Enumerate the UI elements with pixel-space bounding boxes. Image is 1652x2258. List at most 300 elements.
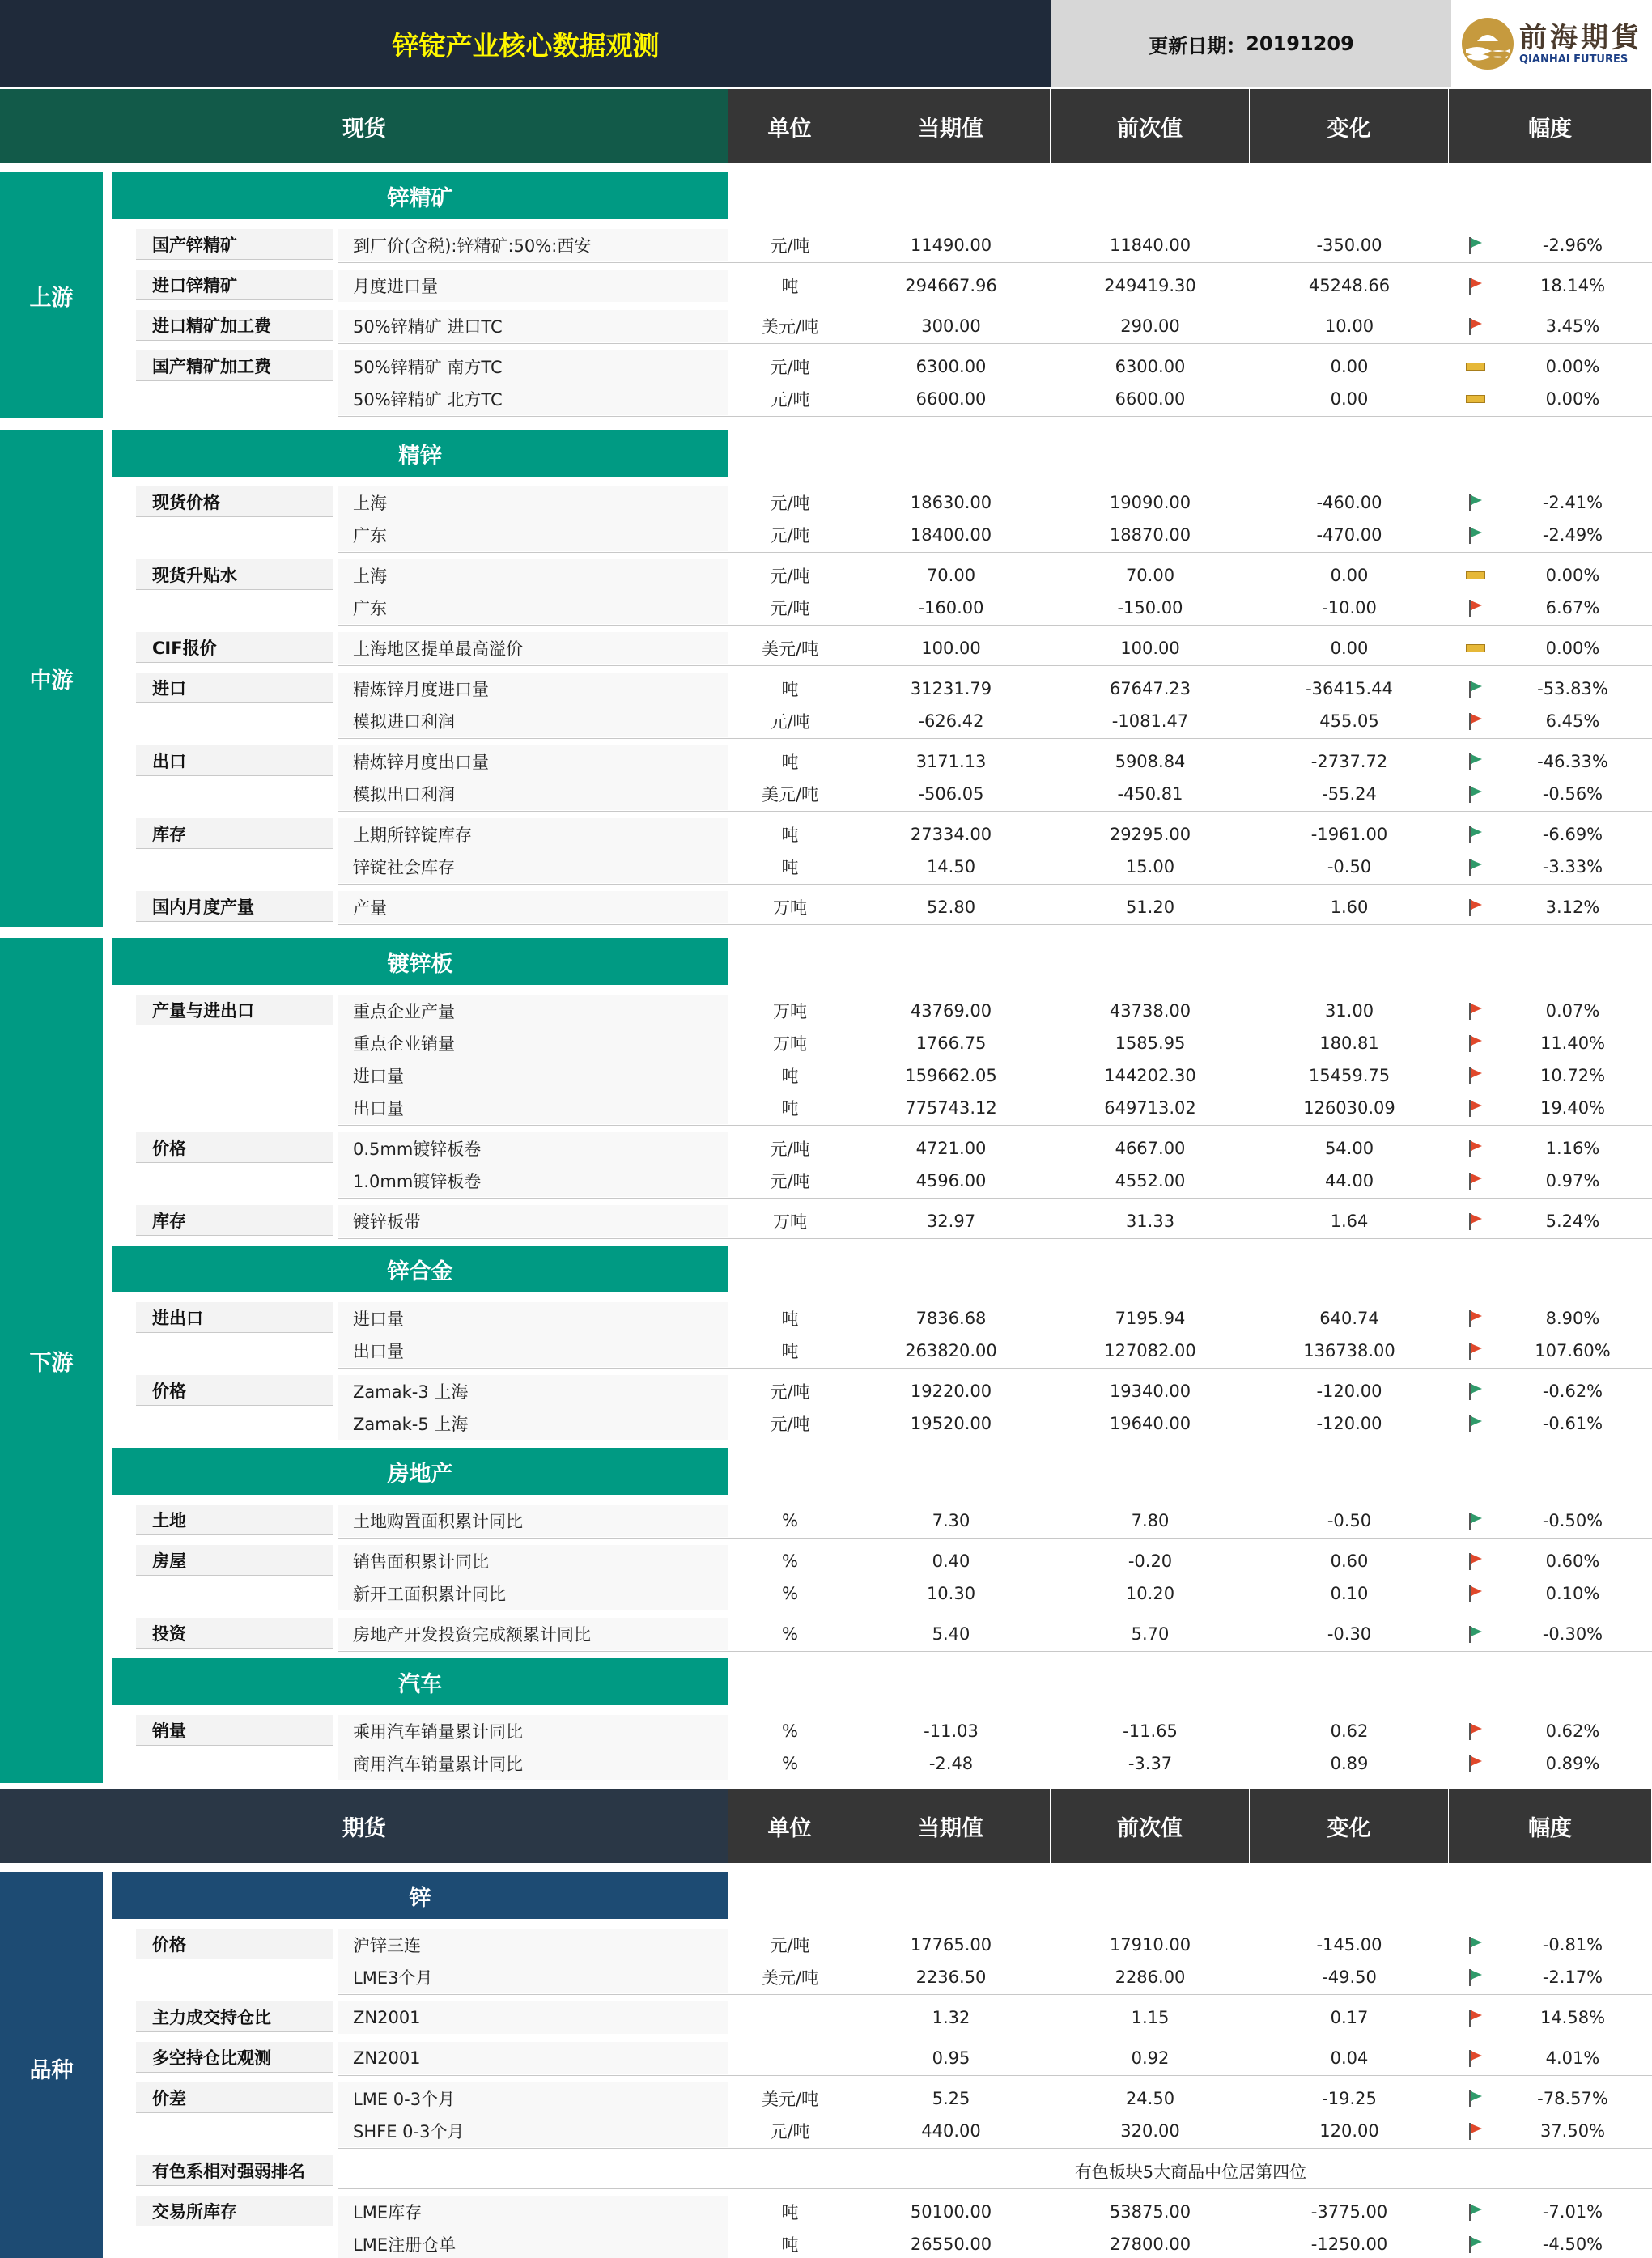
unit-value: 吨 xyxy=(781,277,799,296)
change-value: 45248.66 xyxy=(1308,276,1391,295)
change-value: 10.00 xyxy=(1324,316,1374,336)
category-label: 出口 xyxy=(136,745,333,776)
change-value: 640.74 xyxy=(1319,1309,1379,1328)
previous-value: 5908.84 xyxy=(1115,752,1186,771)
category-label: 现货价格 xyxy=(136,486,333,517)
change-value: 120.00 xyxy=(1319,2121,1379,2141)
change-value: 180.81 xyxy=(1319,1034,1379,1053)
previous-value: 53875.00 xyxy=(1109,2202,1191,2222)
indicator-name: 乘用汽车销量累计同比 xyxy=(338,1715,728,1747)
unit-value: 元/吨 xyxy=(770,1140,810,1159)
change-value: -1961.00 xyxy=(1310,825,1388,844)
table-row xyxy=(338,1205,1652,1237)
range-value: 6.67% xyxy=(1545,598,1600,618)
trend-icon-cell xyxy=(1451,1747,1500,1780)
change-value: 31.00 xyxy=(1324,1001,1374,1021)
table-row xyxy=(338,270,1652,302)
table-row xyxy=(338,1577,1652,1610)
red-flag-icon xyxy=(1467,317,1484,335)
table-row xyxy=(338,1961,1652,1993)
change-value: 0.62 xyxy=(1330,1721,1369,1741)
flat-dash-icon xyxy=(1466,395,1485,403)
previous-value: -450.81 xyxy=(1117,784,1183,804)
section-header: 汽车 xyxy=(112,1658,728,1705)
range-value: 18.14% xyxy=(1539,276,1606,295)
unit-value: 元/吨 xyxy=(770,526,810,545)
row-separator xyxy=(338,262,1652,263)
previous-value: -11.65 xyxy=(1123,1721,1178,1741)
range-value: -0.62% xyxy=(1542,1382,1603,1401)
indicator-name: LME库存 xyxy=(338,2196,728,2228)
unit-value xyxy=(728,2001,851,2034)
green-flag-icon xyxy=(1467,785,1484,803)
update-date-label: 更新日期： xyxy=(1149,34,1246,57)
change-value: -460.00 xyxy=(1316,493,1382,512)
table-row xyxy=(338,1302,1652,1335)
range-value: 4.01% xyxy=(1545,2048,1600,2068)
unit-value: 吨 xyxy=(781,1309,799,1329)
change-value: 54.00 xyxy=(1324,1139,1374,1158)
trend-icon-cell xyxy=(1451,851,1500,883)
red-flag-icon xyxy=(1467,277,1484,295)
column-header-range: 幅度 xyxy=(1449,89,1651,163)
unit-value: 吨 xyxy=(781,826,799,845)
unit-value: 美元/吨 xyxy=(761,317,819,337)
red-flag-icon xyxy=(1467,1172,1484,1190)
indicator-name: 出口量 xyxy=(338,1335,728,1367)
previous-value: 127082.00 xyxy=(1104,1341,1196,1360)
current-value: 26550.00 xyxy=(910,2235,992,2254)
range-value: 0.00% xyxy=(1545,357,1600,376)
table-row xyxy=(338,383,1652,415)
range-value: 10.72% xyxy=(1539,1066,1606,1085)
red-flag-icon xyxy=(1467,1585,1484,1602)
previous-value: 29295.00 xyxy=(1109,825,1191,844)
row-separator xyxy=(338,1198,1652,1199)
row-separator xyxy=(338,1125,1652,1126)
current-value: -2.48 xyxy=(928,1754,974,1773)
category-label: 进口 xyxy=(136,673,333,703)
change-value: -1250.00 xyxy=(1310,2235,1388,2254)
category-label: 现货升贴水 xyxy=(136,559,333,590)
range-value: -0.81% xyxy=(1542,1935,1603,1955)
red-flag-icon xyxy=(1467,1034,1484,1052)
trend-icon-cell xyxy=(1451,705,1500,737)
unit-value: 美元/吨 xyxy=(761,1968,819,1988)
trend-icon-cell xyxy=(1451,229,1500,261)
range-value: -46.33% xyxy=(1537,752,1608,771)
change-value: 455.05 xyxy=(1319,711,1379,731)
row-separator xyxy=(338,665,1652,666)
table-row xyxy=(338,559,1652,592)
range-value: -0.50% xyxy=(1542,1511,1603,1530)
current-value: 4596.00 xyxy=(915,1171,987,1191)
indicator-name: 新开工面积累计同比 xyxy=(338,1577,728,1610)
trend-icon-cell xyxy=(1451,310,1500,342)
table-row xyxy=(338,2082,1652,2115)
indicator-name: 0.5mm镀锌板卷 xyxy=(338,1132,728,1165)
current-value: 159662.05 xyxy=(905,1066,997,1085)
trend-icon-cell xyxy=(1451,632,1500,664)
change-value: -2737.72 xyxy=(1310,752,1388,771)
category-label: 价差 xyxy=(136,2082,333,2113)
table-row xyxy=(338,592,1652,624)
current-value: 0.40 xyxy=(932,1551,970,1571)
row-separator xyxy=(338,1651,1652,1652)
indicator-name: Zamak-5 上海 xyxy=(338,1407,728,1440)
unit-value: 元/吨 xyxy=(770,358,810,377)
row-separator xyxy=(338,416,1652,417)
current-value: 100.00 xyxy=(921,639,981,658)
table-row xyxy=(338,851,1652,883)
current-value: 6300.00 xyxy=(915,357,987,376)
category-label: 产量与进出口 xyxy=(136,995,333,1025)
trend-icon-cell xyxy=(1451,2082,1500,2115)
current-value: 18630.00 xyxy=(910,493,992,512)
previous-value: 19340.00 xyxy=(1109,1382,1191,1401)
indicator-name: 模拟进口利润 xyxy=(338,705,728,737)
previous-value: -0.20 xyxy=(1128,1551,1173,1571)
current-value: 17765.00 xyxy=(910,1935,992,1955)
current-value: 440.00 xyxy=(921,2121,981,2141)
change-value: 1.64 xyxy=(1330,1212,1369,1231)
update-date xyxy=(1051,0,1451,87)
row-separator xyxy=(338,1238,1652,1239)
category-label: 有色系相对强弱排名 xyxy=(136,2155,333,2186)
change-value: 0.00 xyxy=(1330,566,1369,585)
column-header-change: 变化 xyxy=(1250,1789,1448,1863)
side-stage-label: 中游 xyxy=(0,430,103,927)
previous-value: 17910.00 xyxy=(1109,1935,1191,1955)
change-value: -470.00 xyxy=(1316,525,1382,545)
unit-value: 美元/吨 xyxy=(761,639,819,659)
red-flag-icon xyxy=(1467,712,1484,730)
category-label: 进口精矿加工费 xyxy=(136,310,333,341)
unit-value: 元/吨 xyxy=(770,712,810,732)
current-value: 6600.00 xyxy=(915,389,987,409)
table-row xyxy=(338,350,1652,383)
previous-value: 4667.00 xyxy=(1115,1139,1186,1158)
unit-value: 吨 xyxy=(781,858,799,877)
red-flag-icon xyxy=(1467,2122,1484,2140)
indicator-name: 沪锌三连 xyxy=(338,1929,728,1961)
table-row xyxy=(338,995,1652,1027)
table-row xyxy=(338,1618,1652,1650)
indicator-name: 精炼锌月度出口量 xyxy=(338,745,728,778)
unit-value: 元/吨 xyxy=(770,494,810,513)
column-header-current: 当期值 xyxy=(851,89,1050,163)
unit-value: 万吨 xyxy=(773,1002,807,1021)
indicator-name: 上海 xyxy=(338,559,728,592)
unit-value: 元/吨 xyxy=(770,390,810,410)
current-value: 31231.79 xyxy=(910,679,992,698)
indicator-name: 到厂价(含税):锌精矿:50%:西安 xyxy=(338,229,728,261)
trend-icon-cell xyxy=(1451,2228,1500,2258)
table-row xyxy=(338,229,1652,261)
table-row xyxy=(338,1375,1652,1407)
indicator-name: 土地购置面积累计同比 xyxy=(338,1505,728,1537)
change-value: 44.00 xyxy=(1324,1171,1374,1191)
unit-value xyxy=(728,2042,851,2074)
green-flag-icon xyxy=(1467,1968,1484,1986)
column-header-unit: 单位 xyxy=(728,89,851,163)
previous-value: 27800.00 xyxy=(1109,2235,1191,2254)
previous-value: 144202.30 xyxy=(1104,1066,1196,1085)
current-value: 7.30 xyxy=(932,1511,970,1530)
table-row xyxy=(338,1407,1652,1440)
section-header: 精锌 xyxy=(112,430,728,477)
previous-value: 43738.00 xyxy=(1109,1001,1191,1021)
category-label: 库存 xyxy=(136,1205,333,1236)
unit-value: 吨 xyxy=(781,680,799,699)
previous-value: 15.00 xyxy=(1125,857,1175,876)
current-value: 50100.00 xyxy=(910,2202,992,2222)
current-value: 70.00 xyxy=(926,566,976,585)
trend-icon-cell xyxy=(1451,1618,1500,1650)
green-flag-icon xyxy=(1467,753,1484,770)
trend-icon-cell xyxy=(1451,1335,1500,1367)
range-value: 6.45% xyxy=(1545,711,1600,731)
table-row xyxy=(338,891,1652,923)
unit-value: 万吨 xyxy=(773,898,807,918)
table-row xyxy=(338,1747,1652,1780)
indicator-name: 广东 xyxy=(338,592,728,624)
indicator-name: 精炼锌月度进口量 xyxy=(338,673,728,705)
change-value: -0.50 xyxy=(1327,857,1372,876)
trend-icon-cell xyxy=(1451,519,1500,551)
category-label: 房屋 xyxy=(136,1545,333,1576)
column-header-range: 幅度 xyxy=(1449,1789,1651,1863)
trend-icon-cell xyxy=(1451,1961,1500,1993)
table-row xyxy=(338,1335,1652,1367)
trend-icon-cell xyxy=(1451,778,1500,810)
category-label: 价格 xyxy=(136,1929,333,1959)
unit-value: 元/吨 xyxy=(770,236,810,256)
category-label: 主力成交持仓比 xyxy=(136,2001,333,2032)
green-flag-icon xyxy=(1467,494,1484,511)
previous-value: 5.70 xyxy=(1131,1624,1170,1644)
trend-icon-cell xyxy=(1451,1027,1500,1059)
side-stage-label: 下游 xyxy=(0,938,103,1783)
unit-value: % xyxy=(782,1511,798,1530)
trend-icon-cell xyxy=(1451,2042,1500,2074)
change-value: -19.25 xyxy=(1322,2089,1377,2108)
current-value: 52.80 xyxy=(926,898,976,917)
red-flag-icon xyxy=(1467,1140,1484,1157)
indicator-name: 出口量 xyxy=(338,1092,728,1124)
table-row xyxy=(338,2155,1652,2188)
change-value: 0.00 xyxy=(1330,357,1369,376)
range-value: 0.00% xyxy=(1545,566,1600,585)
green-flag-icon xyxy=(1467,826,1484,843)
trend-icon-cell xyxy=(1451,2001,1500,2034)
previous-value: 6600.00 xyxy=(1115,389,1186,409)
category-label: 价格 xyxy=(136,1132,333,1163)
current-value: 5.40 xyxy=(932,1624,970,1644)
previous-value: 18870.00 xyxy=(1109,525,1191,545)
company-logo xyxy=(1451,0,1652,87)
range-value: 0.89% xyxy=(1545,1754,1600,1773)
green-flag-icon xyxy=(1467,680,1484,698)
range-value: -2.17% xyxy=(1542,1967,1603,1987)
previous-value: 249419.30 xyxy=(1104,276,1196,295)
indicator-name: ZN2001 xyxy=(338,2001,728,2034)
trend-icon-cell xyxy=(1451,2196,1500,2228)
table-row xyxy=(338,2001,1652,2034)
trend-icon-cell xyxy=(1451,1577,1500,1610)
logo-chinese-name: 前海期貨 xyxy=(1519,21,1642,54)
unit-value: 吨 xyxy=(781,1099,799,1118)
range-value: 37.50% xyxy=(1539,2121,1606,2141)
indicator-name: 1.0mm镀锌板卷 xyxy=(338,1165,728,1197)
table-row xyxy=(338,1059,1652,1092)
range-value: 0.60% xyxy=(1545,1551,1600,1571)
unit-value: 元/吨 xyxy=(770,2122,810,2141)
unit-value: % xyxy=(782,1551,798,1571)
green-flag-icon xyxy=(1467,858,1484,876)
previous-value: 2286.00 xyxy=(1115,1967,1186,1987)
trend-icon-cell xyxy=(1451,1205,1500,1237)
trend-icon-cell xyxy=(1451,891,1500,923)
unit-value: 吨 xyxy=(781,1342,799,1361)
range-value: -4.50% xyxy=(1542,2235,1603,2254)
range-value: 1.16% xyxy=(1545,1139,1600,1158)
table-row xyxy=(338,1505,1652,1537)
indicator-name: 上期所锌锭库存 xyxy=(338,818,728,851)
change-value: -145.00 xyxy=(1316,1935,1382,1955)
unit-value: 元/吨 xyxy=(770,1415,810,1434)
category-label: CIF报价 xyxy=(136,632,333,663)
current-value: 19220.00 xyxy=(910,1382,992,1401)
current-value: 11490.00 xyxy=(910,236,992,255)
previous-value: 0.92 xyxy=(1131,2048,1170,2068)
category-label: 多空持仓比观测 xyxy=(136,2042,333,2073)
indicator-name: 模拟出口利润 xyxy=(338,778,728,810)
unit-value: 美元/吨 xyxy=(761,785,819,804)
unit-value: 元/吨 xyxy=(770,1172,810,1191)
unit-value: 吨 xyxy=(781,753,799,772)
range-value: 0.00% xyxy=(1545,639,1600,658)
previous-value: 67647.23 xyxy=(1109,679,1191,698)
trend-icon-cell xyxy=(1451,818,1500,851)
page-title: 锌锭产业核心数据观测 xyxy=(0,0,1051,87)
futures-header-title: 期货 xyxy=(0,1789,728,1863)
table-row xyxy=(338,818,1652,851)
indicator-name: 上海地区提单最高溢价 xyxy=(338,632,728,664)
table-row xyxy=(338,1165,1652,1197)
table-row xyxy=(338,705,1652,737)
row-separator xyxy=(338,343,1652,344)
range-value: 0.62% xyxy=(1545,1721,1600,1741)
previous-value: 70.00 xyxy=(1125,566,1175,585)
unit-value: 万吨 xyxy=(773,1212,807,1232)
previous-value: 100.00 xyxy=(1120,639,1180,658)
flat-dash-icon xyxy=(1466,571,1485,579)
current-value: 1766.75 xyxy=(915,1034,987,1053)
row-separator xyxy=(338,1994,1652,1995)
range-value: -2.49% xyxy=(1542,525,1603,545)
column-header-previous: 前次值 xyxy=(1051,89,1249,163)
change-value: 0.17 xyxy=(1330,2008,1369,2027)
current-value: -626.42 xyxy=(918,711,984,731)
side-stage-label: 品种 xyxy=(0,1872,103,2258)
change-value: -0.30 xyxy=(1327,1624,1372,1644)
table-row xyxy=(338,1027,1652,1059)
current-value: -506.05 xyxy=(918,784,984,804)
green-flag-icon xyxy=(1467,1625,1484,1643)
range-value: -7.01% xyxy=(1542,2202,1603,2222)
change-value: -0.50 xyxy=(1327,1511,1372,1530)
change-value: 0.04 xyxy=(1330,2048,1369,2068)
trend-icon-cell xyxy=(1451,270,1500,302)
unit-value: % xyxy=(782,1721,798,1741)
indicator-name: LME3个月 xyxy=(338,1961,728,1993)
range-value: 5.24% xyxy=(1545,1212,1600,1231)
row-separator xyxy=(338,738,1652,739)
change-value: 0.00 xyxy=(1330,639,1369,658)
change-value: -10.00 xyxy=(1322,598,1377,618)
current-value: 294667.96 xyxy=(905,276,997,295)
range-value: 19.40% xyxy=(1539,1098,1606,1118)
range-value: -3.33% xyxy=(1542,857,1603,876)
previous-value: -1081.47 xyxy=(1111,711,1189,731)
green-flag-icon xyxy=(1467,2203,1484,2221)
category-label: 土地 xyxy=(136,1505,333,1535)
red-flag-icon xyxy=(1467,2049,1484,2067)
trend-icon-cell xyxy=(1451,1092,1500,1124)
range-value: -53.83% xyxy=(1537,679,1608,698)
unit-value: % xyxy=(782,1754,798,1773)
previous-value: 320.00 xyxy=(1120,2121,1180,2141)
previous-value: -150.00 xyxy=(1117,598,1183,618)
range-value: 3.12% xyxy=(1545,898,1600,917)
previous-value: 1.15 xyxy=(1131,2008,1170,2027)
unit-value: 吨 xyxy=(781,2203,799,2222)
red-flag-icon xyxy=(1467,1309,1484,1327)
row-separator xyxy=(338,811,1652,812)
previous-value: 6300.00 xyxy=(1115,357,1186,376)
category-label: 价格 xyxy=(136,1375,333,1406)
section-header: 房地产 xyxy=(112,1448,728,1495)
current-value: -11.03 xyxy=(924,1721,979,1741)
row-separator xyxy=(338,1538,1652,1539)
trend-icon-cell xyxy=(1451,559,1500,592)
current-value: 3171.13 xyxy=(915,752,987,771)
indicator-name: 产量 xyxy=(338,891,728,923)
trend-icon-cell xyxy=(1451,1059,1500,1092)
change-value: 15459.75 xyxy=(1308,1066,1391,1085)
range-value: 107.60% xyxy=(1535,1341,1611,1360)
change-value: 0.60 xyxy=(1330,1551,1369,1571)
flat-dash-icon xyxy=(1466,363,1485,371)
trend-icon-cell xyxy=(1451,1302,1500,1335)
change-value: -120.00 xyxy=(1316,1414,1382,1433)
trend-icon-cell xyxy=(1451,673,1500,705)
trend-icon-cell xyxy=(1451,350,1500,383)
indicator-name: 重点企业产量 xyxy=(338,995,728,1027)
row-separator xyxy=(338,2075,1652,2076)
previous-value: 31.33 xyxy=(1125,1212,1175,1231)
change-value: -3775.00 xyxy=(1310,2202,1388,2222)
trend-icon-cell xyxy=(1451,1375,1500,1407)
previous-value: 19640.00 xyxy=(1109,1414,1191,1433)
change-value: 136738.00 xyxy=(1303,1341,1395,1360)
current-value: 14.50 xyxy=(926,857,976,876)
unit-value: 元/吨 xyxy=(770,599,810,618)
current-value: 1.32 xyxy=(932,2008,970,2027)
current-value: 263820.00 xyxy=(905,1341,997,1360)
current-value: 775743.12 xyxy=(905,1098,997,1118)
